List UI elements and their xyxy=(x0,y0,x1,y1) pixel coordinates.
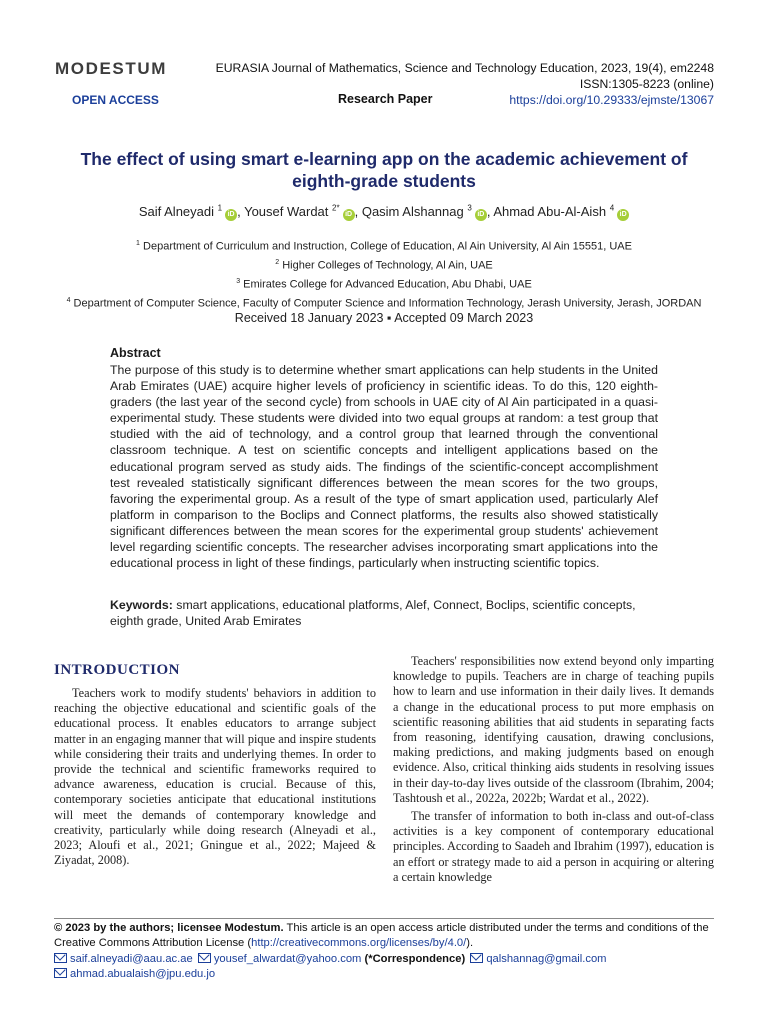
affiliation-text: Department of Computer Science, Faculty of Computer Science and Information Technology, Jerash University, Jerash, JORDAN xyxy=(73,298,702,311)
affiliation-text: Higher Colleges of Technology, Al Ain, UAE xyxy=(282,259,493,272)
title-line-2: eighth-grade students xyxy=(292,171,476,191)
orcid-icon[interactable]: iD xyxy=(475,209,487,221)
envelope-icon xyxy=(54,968,67,978)
affiliation-number: 1 xyxy=(136,240,140,247)
footer-divider xyxy=(54,918,714,919)
affiliation-number: 2 xyxy=(275,259,280,267)
affiliation-text: Department of Curriculum and Instruction, College of Education, Al Ain University, Al Ain 15551, UAE xyxy=(143,240,632,253)
paragraph: Teachers work to modify students' behaviors in addition to reaching the objective educational and scientific goals of the educational process. It enables educators to arrange subject matter in an engaging manner that will pique and inspire students while considering their traits and underlying themes. In order to provide the technical and scientific frameworks required to advance awareness, education is crucial. Because of this, contemporary societies anticipate that educational institutions will meet the demands of contemporary knowledge and creativity, particularly while doing research (Alneyadi et al., 2023; Aloufi et al., 2021; Gningue et al., 2022; Majeed & Ziyadat, 2008). xyxy=(54,686,376,868)
keywords-label: Keywords: xyxy=(110,598,173,612)
keywords-list: smart applications, educational platforms, Alef, Connect, Boclips, scientific concepts, eighth grade, United Arab Emirates xyxy=(110,598,636,628)
affiliations xyxy=(30,236,738,313)
author xyxy=(139,204,244,219)
open-access-label: OPEN ACCESS xyxy=(72,93,159,107)
affiliation-number: 4 xyxy=(66,297,71,305)
email-link[interactable]: qalshannag@gmail.com xyxy=(486,952,607,965)
affiliation-text: Emirates College for Advanced Education, Abu Dhabi, UAE xyxy=(243,278,532,291)
email-link[interactable]: ahmad.abualaish@jpu.edu.jo xyxy=(70,968,216,981)
doi-link[interactable]: https://doi.org/10.29333/ejmste/13067 xyxy=(509,93,714,107)
copyright-text: This article is an open access article distributed under the terms and conditions of the Creative Commons Attribution License ( xyxy=(54,922,709,950)
email-link[interactable]: yousef_alwardat@yahoo.com xyxy=(213,952,362,965)
author-separator: , xyxy=(486,204,494,220)
paragraph: Teachers' responsibilities now extend beyond only imparting knowledge to pupils. Teachers are in charge of teaching pupils how to learn and use information in their daily lives. It demands a change in the educational process to put more emphasis on scientific reasoning abilities that aid students in separating facts from reasoning, identifying causation, drawing conclusions, making predictions, and making judgments based on enough evidence. Also, critical thinking aids students in resolving issues in their day-to-day lives outside of the classroom (Ibrahim, 2004; Tashtoush et al., 2022a, 2022b; Wardat et al., 2022). xyxy=(393,654,715,805)
abstract-body: The purpose of this study is to determine whether smart applications can help students in the United Arab Emirates (UAE) acquire higher levels of proficiency in scientific ideas. To do this, 120 eighth-graders (the last year of the second cycle) from schools in UAE city of Al Ain participated in a quasi-experimental study. These students were divided into two equal groups at random: a test group that studied with the aid of technology, and a control group that learned through the conventional classroom technique. A test on scientific concepts and intelligent applications based on the educational program served as study aids. The findings of the scientific-concept accomplishment test revealed statistically significant differences between the mean scores for the two groups, favoring the experimental group. As a result of the type of smart application used, particularly Alef platform in comparison to the Boclips and Connect platforms, the results also showed statistically significant differences between the mean scores for the experimental group students' achievement level regarding scientific concepts. The researcher advises incorporating smart applications into the educational process in light of these findings, particularly when instructing scientific topics. xyxy=(110,363,658,571)
copyright-bold: © 2023 by the authors; licensee Modestum. xyxy=(54,922,284,934)
title-line-1: The effect of using smart e-learning app on the academic achievement of xyxy=(80,149,688,169)
author-name: Qasim Alshannag xyxy=(361,204,464,220)
author-separator: , xyxy=(237,204,245,220)
author-affiliation-mark: 4 xyxy=(609,204,615,213)
author-affiliation-mark: 3 xyxy=(467,204,472,213)
author-name: Ahmad Abu-Al-Aish xyxy=(493,204,607,220)
left-column xyxy=(54,686,376,868)
footer-notes xyxy=(54,921,722,983)
contact-emails xyxy=(54,952,722,967)
affiliation xyxy=(30,274,738,293)
keywords xyxy=(110,597,658,629)
envelope-icon xyxy=(470,953,483,963)
issn: ISSN:1305-8223 (online) xyxy=(579,77,714,91)
author-affiliation-mark: 1 xyxy=(217,204,223,213)
paper-type: Research Paper xyxy=(338,92,433,106)
author-affiliation-mark: 2* xyxy=(332,204,340,213)
envelope-icon xyxy=(198,953,211,963)
affiliation xyxy=(30,293,738,312)
affiliation xyxy=(30,255,738,274)
author-separator: , xyxy=(354,204,362,220)
received-accepted-dates: Received 18 January 2023 ▪ Accepted 09 March 2023 xyxy=(234,311,534,325)
author xyxy=(493,204,629,219)
author-list xyxy=(40,204,728,221)
affiliation-number: 3 xyxy=(236,278,241,286)
copyright-notice xyxy=(54,921,722,952)
email-link[interactable]: saif.alneyadi@aau.ac.ae xyxy=(70,952,193,965)
orcid-icon[interactable]: iD xyxy=(225,209,237,221)
abstract-heading: Abstract xyxy=(110,346,161,360)
affiliation xyxy=(30,236,738,255)
article-title xyxy=(60,148,708,192)
section-heading-introduction: INTRODUCTION xyxy=(54,662,181,678)
orcid-icon[interactable]: iD xyxy=(617,209,629,221)
right-column xyxy=(393,654,714,885)
author-name: Saif Alneyadi xyxy=(138,204,215,220)
author xyxy=(362,204,494,219)
author xyxy=(244,204,362,219)
author-name: Yousef Wardat xyxy=(244,204,329,220)
contact-emails xyxy=(54,967,722,982)
envelope-icon xyxy=(54,953,67,963)
paragraph: The transfer of information to both in-class and out-of-class activities is a key component of contemporary educational principles. According to Saadeh and Ibrahim (1997), education is an effort or strategy made to aid a person in acquiring or altering a certain knowledge xyxy=(393,809,714,884)
journal-citation: EURASIA Journal of Mathematics, Science and Technology Education, 2023, 19(4), em2248 xyxy=(215,61,714,75)
license-link[interactable]: http://creativecommons.org/licenses/by/4.0/ xyxy=(251,937,467,950)
correspondence-note: (*Correspondence) xyxy=(364,952,466,965)
publisher-logo: MODESTUM xyxy=(55,59,167,78)
orcid-icon[interactable]: iD xyxy=(343,209,355,221)
license-close: ). xyxy=(466,937,474,950)
